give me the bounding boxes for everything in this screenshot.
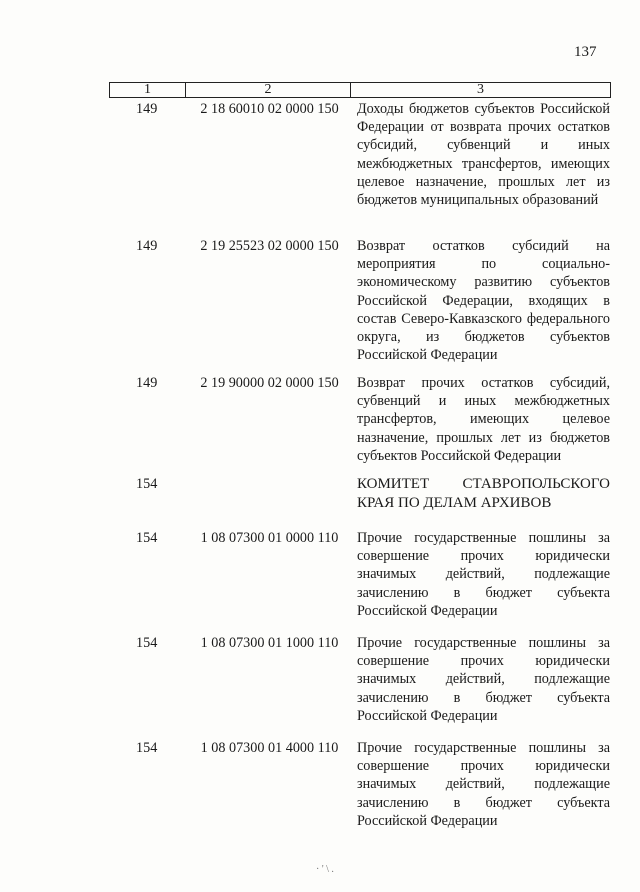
revenue-name: Прочие государственные пошлины за совершение прочих юридически значимых действий, подлежащие зачислению в бюджет субъекта Российской Федерации (357, 740, 610, 829)
admin-code: 154 (136, 740, 158, 756)
revenue-name: Возврат остатков субсидий на мероприятия по социально-экономическому развитию субъектов Российской Федерации, входящих в состав Северо-Кавказского федерального округа, из бюджетов субъектов Российской Федерации (357, 238, 610, 364)
table-header (109, 82, 611, 98)
header-col-1: 1 (110, 83, 186, 97)
revenue-name: Прочие государственные пошлины за совершение прочих юридически значимых действий, подлежащие зачислению в бюджет субъекта Российской Федерации (357, 530, 610, 619)
header-col-2: 2 (186, 83, 351, 97)
committee-heading: КОМИТЕТ СТАВРОПОЛЬСКОГО КРАЯ ПО ДЕЛАМ АРХИВОВ (357, 476, 610, 511)
revenue-name: Прочие государственные пошлины за совершение прочих юридически значимых действий, подлежащие зачислению в бюджет субъекта Российской Федерации (357, 635, 610, 724)
revenue-code: 1 08 07300 01 1000 110 (200, 635, 339, 651)
admin-code: 149 (136, 375, 158, 391)
scan-speck: · ' \ . (316, 864, 334, 875)
revenue-name: Возврат прочих остатков субсидий, субвенций и иных межбюджетных трансфертов, имеющих целевое назначение, прошлых лет из бюджетов субъектов Российской Федерации (357, 375, 610, 464)
admin-code: 149 (136, 238, 158, 254)
revenue-code: 2 19 90000 02 0000 150 (200, 375, 339, 391)
page-number: 137 (574, 44, 597, 60)
revenue-code: 2 18 60010 02 0000 150 (200, 101, 339, 117)
revenue-code: 2 19 25523 02 0000 150 (200, 238, 339, 254)
admin-code: 154 (136, 635, 158, 651)
revenue-code: 1 08 07300 01 0000 110 (200, 530, 339, 546)
revenue-name: Доходы бюджетов субъектов Российской Федерации от возврата прочих остатков субсидий, субвенций и иных межбюджетных трансфертов, имеющих целевое назначение, прошлых лет из бюджетов муниципальных образований (357, 101, 610, 209)
revenue-code: 1 08 07300 01 4000 110 (200, 740, 339, 756)
admin-code: 149 (136, 101, 158, 117)
admin-code: 154 (136, 530, 158, 546)
admin-code: 154 (136, 476, 158, 492)
header-col-3: 3 (477, 82, 484, 97)
